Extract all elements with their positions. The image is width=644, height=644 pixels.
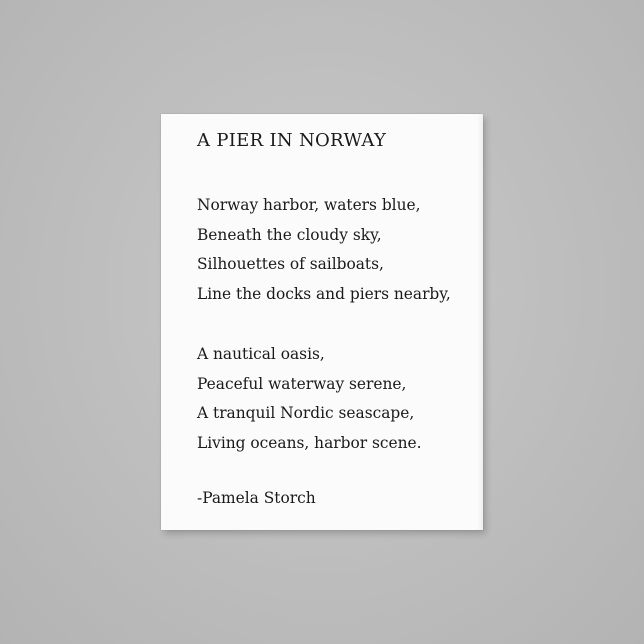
poem-line: Line the docks and piers nearby,: [197, 284, 451, 303]
poem-line: A tranquil Nordic seascape,: [197, 404, 415, 422]
poem-author: -Pamela Storch: [197, 489, 316, 507]
poem-line: Norway harbor, waters blue,: [197, 196, 421, 214]
poem-line: Peaceful waterway serene,: [197, 374, 407, 393]
poem-line: Beneath the cloudy sky,: [197, 225, 382, 244]
poem-title: A PIER IN NORWAY: [197, 130, 387, 151]
canvas-print: [161, 114, 483, 530]
stanza-2: [197, 340, 422, 458]
poem-line: Silhouettes of sailboats,: [197, 255, 384, 273]
poem-line: A nautical oasis,: [197, 345, 325, 363]
stanza-1: [197, 191, 451, 309]
poem-line: Living oceans, harbor scene.: [197, 433, 422, 452]
